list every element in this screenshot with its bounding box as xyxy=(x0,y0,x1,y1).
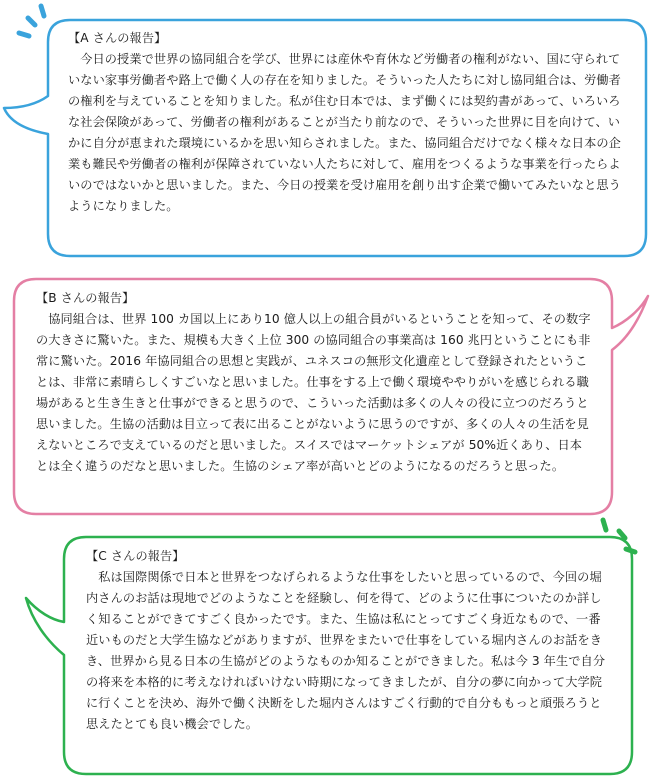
report-c-heading: 【C さんの報告】 xyxy=(86,549,185,563)
accent-strokes-a xyxy=(19,6,44,36)
report-a-heading: 【A さんの報告】 xyxy=(68,31,167,45)
report-a xyxy=(54,28,638,217)
report-b xyxy=(22,288,606,477)
report-b-body: 協同組合は、世界 100 カ国以上にあり10 億人以上の組合員がいるということを知って、その数字の大きさに驚いた。また、規模も大きく上位 300 の協同組合の事業高は 160 兆円ということにも非常に驚いた。2016 年協同組合の思想と実践が、ユネスコの無形文化遺産として登録されたということは、非常に素晴らしくすごいなと思いました。仕事をする上で働く環境ややりがいを感じられる職場があると生き生きと仕事ができると思うので、こういった活動は多くの人々の役に立つのだろうと思いました。生協の活動は目立って表に出ることがないように思うのですが、多くの人々の生活を見えないところで支えているのだと思いました。スイスではマーケットシェアが 50%近くあり、日本とは全く違うのだなと思いました。生協のシェア率が高いとどのようになるのだろうと思った。 xyxy=(36,312,591,473)
report-b-heading: 【B さんの報告】 xyxy=(36,291,135,305)
report-c xyxy=(72,546,618,735)
report-c-body: 私は国際関係で日本と世界をつなげられるような仕事をしたいと思っているので、今回の堀内さんのお話は現地でどのようなことを経験し、何を得て、どのように仕事についたのか詳しく知ることができてすごく良かったです。また、生協は私にとってすごく身近なもので、一番近いものだと大学生協などがありますが、世界をまたいで仕事をしている堀内さんのお話をきき、世界から見る日本の生協がどのようなものか知ることができました。私は今 3 年生で自分の将来を本格的に考えなければいけない時期になってきましたが、自分の夢に向かって大学院に行くことを決め、海外で働く決断をした堀内さんはすごく行動的で自分ももっと頑張ろうと思えたとても良い機会でした。 xyxy=(86,570,606,731)
report-a-body: 今日の授業で世界の協同組合を学び、世界には産休や育休など労働者の権利がない、国に守られていない家事労働者や路上で働く人の存在を知りました。そういった人たちに対し協同組合は、労働者の権利を与えていることを知りました。私が住む日本では、まず働くには契約書があって、いろいろな社会保険があって、労働者の権利があることが当たり前なので、そういった世界に目を向けて、いかに自分が恵まれた環境にいるかを思い知らされました。また、協同組合だけでなく様々な日本の企業も難民や労働者の権利が保障されていない人たちに対して、雇用をつくるような事業を行ったらよいのではないかと思いました。また、今日の授業を受け雇用を創り出す企業で働いてみたいなと思うようになりました。 xyxy=(68,52,621,213)
